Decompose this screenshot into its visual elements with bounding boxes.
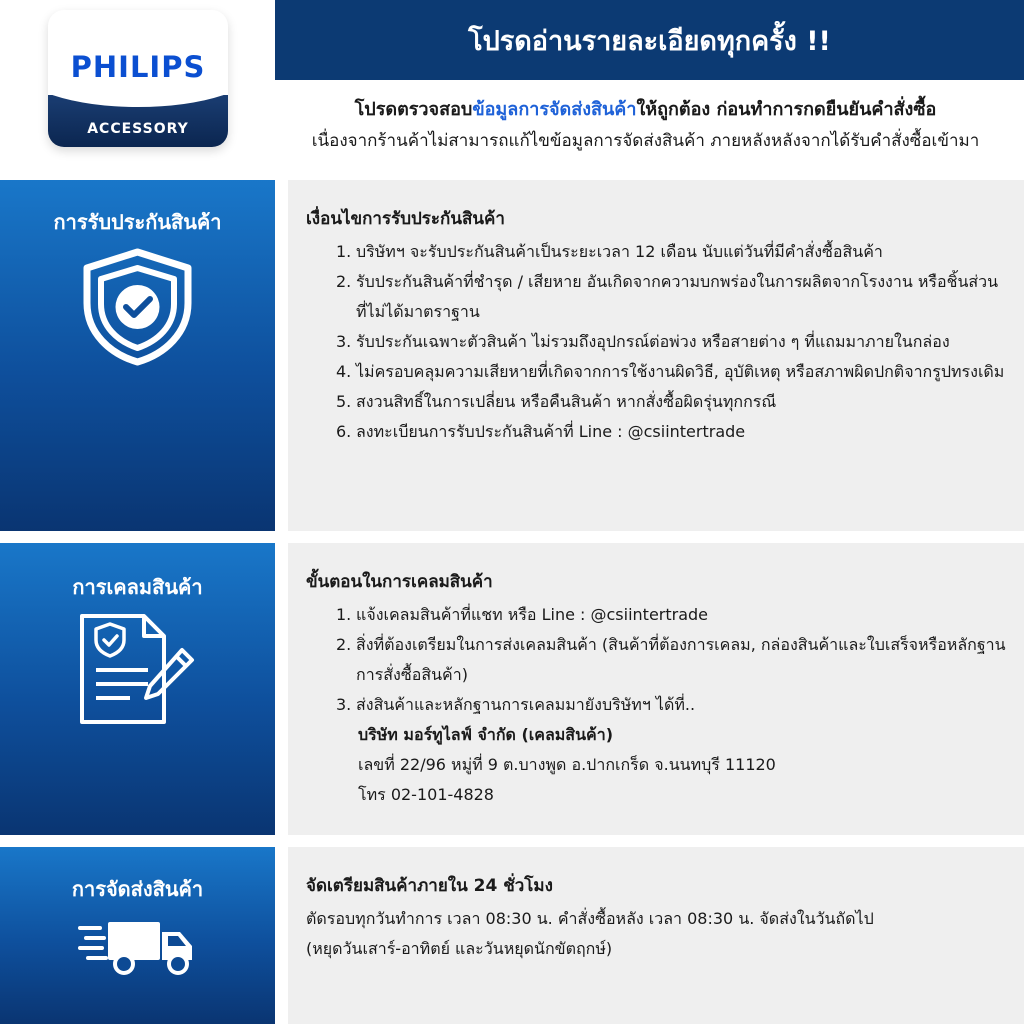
item-text: ลงทะเบียนการรับประกันสินค้าที่ Line : @csiintertrade	[356, 422, 746, 441]
logo-subtitle: ACCESSORY	[87, 121, 189, 137]
banner-text: โปรดอ่านรายละเอียดทุกครั้ง !!	[468, 25, 831, 57]
claim-list	[306, 600, 1006, 720]
warranty-heading: เงื่อนไขการรับประกันสินค้า	[306, 209, 505, 229]
item-text: บริษัทฯ จะรับประกันสินค้าเป็นระยะเวลา 12 เดือน นับแต่วันที่มีคำสั่งซื้อสินค้า	[356, 242, 883, 261]
claim-address: เลขที่ 22/96 หมู่ที่ 9 ต.บางพูด อ.ปากเกร็ด จ.นนทบุรี 11120	[358, 755, 776, 774]
claim-panel	[288, 543, 1024, 835]
shipping-holiday-note: (หยุดวันเสาร์-อาทิตย์ และวันหยุดนักขัตฤกษ์)	[306, 939, 613, 958]
shield-check-icon	[80, 248, 195, 366]
item-number: 4.	[336, 362, 352, 381]
philips-accessory-logo	[48, 10, 228, 147]
item-number: 2.	[336, 272, 352, 291]
delivery-truck-icon	[78, 918, 198, 978]
warranty-side-title: การรับประกันสินค้า	[53, 210, 222, 234]
list-item	[336, 267, 1006, 327]
item-text: สงวนสิทธิ์ในการเปลี่ยน หรือคืนสินค้า หากสั่งซื้อผิดรุ่นทุกกรณี	[356, 392, 777, 411]
item-text: ไม่ครอบคลุมความเสียหายที่เกิดจากการใช้งานผิดวิธี, อุบัติเหตุ หรือสภาพผิดปกติจากรูปทรงเดิม	[356, 362, 1005, 381]
notice-subline: เนื่องจากร้านค้าไม่สามารถแก้ไขข้อมูลการจัดส่งสินค้า ภายหลังหลังจากได้รับคำสั่งซื้อเข้ามา	[311, 131, 980, 151]
list-item	[336, 600, 1006, 630]
warning-banner	[275, 0, 1024, 80]
logo-brand: PHILIPS	[70, 50, 206, 84]
shipping-side-title: การจัดส่งสินค้า	[71, 877, 204, 901]
list-item	[336, 417, 1006, 447]
claim-phone: โทร 02-101-4828	[358, 785, 494, 804]
item-text: รับประกันสินค้าที่ชำรุด / เสียหาย อันเกิดจากความบกพร่องในการผลิตจากโรงงาน หรือชิ้นส่วนที่ไม่ได้มาตราฐาน	[356, 272, 999, 321]
item-number: 5.	[336, 392, 352, 411]
notice-line	[275, 94, 1016, 123]
claim-address-block	[306, 720, 1006, 810]
item-text: รับประกันเฉพาะตัวสินค้า ไม่รวมถึงอุปกรณ์ต่อพ่วง หรือสายต่าง ๆ ที่แถมมาภายในกล่อง	[356, 332, 950, 351]
list-item	[336, 237, 1006, 267]
shipping-cutoff-text: ตัดรอบทุกวันทำการ เวลา 08:30 น. คำสั่งซื้อหลัง เวลา 08:30 น. จัดส่งในวันถัดไป	[306, 909, 874, 928]
shipping-panel	[288, 847, 1024, 1024]
item-number: 2.	[336, 635, 352, 654]
warranty-panel	[288, 180, 1024, 531]
list-item	[336, 357, 1006, 387]
item-number: 3.	[336, 332, 352, 351]
item-text: แจ้งเคลมสินค้าที่แชท หรือ Line : @csiintertrade	[356, 605, 709, 624]
item-number: 1.	[336, 242, 352, 261]
notice-suffix: ให้ถูกต้อง ก่อนทำการกดยืนยันคำสั่งซื้อ	[636, 99, 937, 120]
list-item	[336, 630, 1006, 690]
claim-side-title: การเคลมสินค้า	[72, 575, 203, 599]
shipping-heading: จัดเตรียมสินค้าภายใน 24 ชั่วโมง	[306, 876, 553, 896]
claim-document-icon	[78, 612, 198, 726]
warranty-list	[306, 237, 1006, 447]
list-item	[336, 387, 1006, 417]
item-number: 1.	[336, 605, 352, 624]
item-text: ส่งสินค้าและหลักฐานการเคลมมายังบริษัทฯ ได้ที่..	[356, 695, 696, 714]
item-number: 3.	[336, 695, 352, 714]
list-item	[336, 690, 1006, 720]
notice-highlight: ข้อมูลการจัดส่งสินค้า	[472, 99, 637, 120]
item-number: 6.	[336, 422, 352, 441]
claim-company-name: บริษัท มอร์ทูไลฟ์ จำกัด (เคลมสินค้า)	[358, 725, 614, 744]
claim-heading: ขั้นตอนในการเคลมสินค้า	[306, 572, 493, 592]
notice-prefix: โปรดตรวจสอบ	[354, 99, 473, 120]
item-text: สิ่งที่ต้องเตรียมในการส่งเคลมสินค้า (สินค้าที่ต้องการเคลม, กล่องสินค้าและใบเสร็จหรือหลักฐานการสั่งซื้อสินค้า)	[356, 635, 1006, 684]
list-item	[336, 327, 1006, 357]
